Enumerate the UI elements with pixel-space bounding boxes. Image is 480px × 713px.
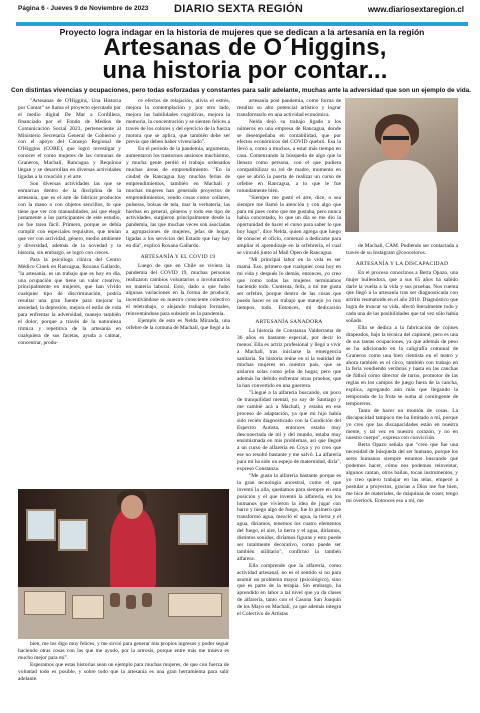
paragraph: Ejemplo de esto es Nelda Miranda, una orfebre de la comuna de Machalí, que llegó a la — [126, 318, 230, 331]
craft-box — [168, 593, 222, 617]
artisan-face — [121, 495, 143, 519]
paragraph: de Machalí, CAM. Pudiendo ser contactada a través de su Instagram @cooceloros. — [346, 243, 458, 256]
section-heading-discapacidad: ARTESANÍA Y LA DISCAPACIDAD — [355, 260, 449, 267]
paragraph: Tanto de hacer un montón de cosas. La discapacidad tampoco me ha limitado a mí, porque yo creo que las discapacidades están en nuestra mente, y tal vez en nuestro corazón, y no en nuestro cuerpo", expresa con convicción. — [346, 407, 458, 442]
headline-line-1: Artesanas de O´Higgins, — [103, 34, 387, 61]
paragraph: En el período de la pandemia, argumenta, aumentaron los trastornos ansiosos muchísimo, y mucha gente perdió el trabajo ordenados muchas áreas de emprendimiento. "En la ciudad de Rancagua hay muchas ferias de emprendimientos, también en Machalí y muchas mujeres han generado proyectos de emprendimientos, vendo cosas como collares, pulseras, bolsas de tela, mar la verbatería, las hierbas en general, géneros y todo ese tipo de actividades, surgieron principalmente desde la pandemia, las que muchas veces son asociadas a agrupaciones de mujeres, jefas de hogar, ligadas a los servicios del Estado que hay hoy en día", explicó Roxana Gallardo. — [126, 146, 230, 250]
paragraph: La historia de Constanza Valderrama de 36 años es bastante especial, por decir lo menos. Ella es actriz profesional y llegó a vivir a Machalí, tras iniciarse la emergencia sanitaria. Su historia reúne en sí la realidad de muchas mujeres en nuestro país, que se aislaron solas como jefas de hogar, pero que además ha debido enfrentar otras pruebas, que la han convertido en una guerrera. — [237, 327, 341, 390]
paragraph: "Siempre me gustó el arte, dice, o sea siempre me llamó la atención y con algo que para mí pues como que me gustaba, pero nunca había concretado, lo que un día se me dio la oportunidad de hacer el curso para saber lo que hoy hago", dice Nelda, quien agrega que luego de conocer el oficio, comenzó a dedicarse para ampliar el aprendizaje en la orfebrería, el cual se vinculó junto al Mall Open de Rancagua. — [237, 194, 341, 256]
mirror-craft — [26, 509, 56, 541]
paragraph: Ella se dedica a la fabricación de cojines drapeados, bajo la técnica del capitoné, pero es una de sus tantas ocupaciones, ya que además de peso se ha adicionado en la caligrafía comunal de Graneros como una bien cientista en el teatro y ahora también es el circo, también con trabajo en la feria vendiendo verduras y hasta en las canchas de fútbol como director de turno, promotor de las reglas en los campos de juego fuera de la cancha, explica, agregando aún más que llegando la temporada de la fruta se suma al contingente de temporeros. — [346, 324, 458, 407]
paragraph: "Artesanas de O'Higgins, Una Historia por Contar" se llama el proyecto ejecutado por el medio digital De Mar a Cordillera, financiado por el Fondo de Medios de Comunicación Social 2023, perteneciente al Ministerio Secretaría General de Gobierno y con el apoyo del Consejo Regional de O'Higgins (CORE), que logró investigar y conocer el como mujeres de las comunas de Graneros, Machalí, Rancagua y Requínoa llegan y se desarrollan en diversas actividades ligadas a la creación y el arte. — [18, 98, 121, 180]
paragraph: "Me gusta la alfarería bastante porque es la gran tecnología ancestral, como el que inventó la olla, quedamos para siempre en esta posición y el que inventó la alfarería, en los humanos que vivieron la idea de jugar con barro y luego algo de fuego, fue lo primero que transformó agua, mezcló el agua, la tierra y el agua, diríamos, tenemos los cuatro elementos del fuego, el aire, la tierra y el agua, diríamos, distintos sonidos, diríamos figuras y esto puede ser totalmente decorativo, como puede ser también utilitario", confirmó la tambén alfarera. — [237, 472, 341, 562]
column-1 — [18, 98, 121, 484]
craft-box — [24, 591, 66, 615]
column-2 — [126, 98, 230, 484]
headline-line-2: una historia por contar... — [102, 57, 388, 84]
paragraph: Esperamos que estas historias sean un ejemplo para muchas mujeres, de que con fuerza de voluntad todo es posible, y sobre todo que la artesanía es una gran herramienta para salir adelante. — [18, 661, 229, 682]
mirror-craft — [58, 519, 88, 551]
craft-box — [72, 595, 104, 619]
section-heading-sanadora: ARTESANÍA SANADORA — [255, 319, 323, 325]
paragraph: Nelda dejó su trabajo ligado a los números en una empresa de Rancagua, donde se desempeñaba en contabilidad, que por efectos económicos del COVID quebró. Esa la llevó a, como a muchos, a estar más tiempo en casa. Comenzando la búsqueda de algo que la llenara como persona, con el que pudiera compatibilizar su rol de madre, momento en que se abrió la puerta de realizar un curso de orfebre en Rancagua, a lo que le fue rotundamente bien. — [237, 118, 341, 194]
craft-jar — [110, 593, 120, 607]
paragraph: "Llegué a la alfarería buscando, un poco de tranquilidad mental, yo soy de Santiago y me cambié acá a Machalí, y estaba en ese proceso de adaptación, ya que mi hijo había sido recién diagnosticado con la Condición del Espectro Autista, entonces estaba muy desconectada de mí y del mundo, estaba muy ensimismada en mis problemas, así que llegué a un curso de alfarería en Coya y yo creo que ese no resultó bastante y me salvó. La alfarería para mí ha sido un espejo de maternidad, diría", expresó Constanza. — [237, 390, 341, 473]
paragraph: Ella comprende que la alfarería, como actividad artesanal, no es el sentido si no para asumir un problema mayor (psicológico), sino que es parte de la terapia. Sin embargo, ha aprendido en labor a tal nivel que ya da clases de alfarería, tanto con el Casona San Joaquín de los Mayo en Machalí, ya que además integra el Colectivo de Artistas — [237, 562, 341, 618]
craft-jar — [142, 593, 152, 607]
section-heading-covid: ARTESANÍA Y EL COVID 19 — [140, 253, 216, 260]
paragraph: En el proceso conocimos a Berta Opazo, una mujer bullendora, que a sus 65 años ha sabido darle la vuelta a la vida y sus pruebas. Nos cuenta que llegó a la artesanía tras ser diagnosticada con artritis reumatoide en el año 2010. Diagnóstico que logra de truncar su vida, afectó literalmente todo y cada una de las posibilidades que tal vez sólo había soñado. — [346, 269, 458, 325]
page-header — [6, 3, 474, 17]
portrait-glasses-shape — [383, 136, 409, 140]
article-headline — [30, 36, 460, 82]
header-rule — [16, 22, 468, 26]
portrait-face-shape — [381, 124, 411, 160]
website-link[interactable]: www.diariosextaregion.cl — [367, 5, 464, 14]
paragraph: artesanía post pandemia, como forma de resultar su alto potencial artístico y lograr transformarlo en una actividad económica. — [237, 98, 341, 118]
paragraph: ce efectos de relajación, alivia el estrés, mejora la contemplación y por otro lado, mejora las habilidades cognitivas, mejora la memoria, la concentración y se sienten felices a través de los colores y del ejercicio de la fuerza motora que se aplica, que también debe ser previa que deben haber vivenciado". — [126, 98, 230, 146]
artisan-figure — [110, 507, 156, 589]
paragraph: bien, me los digo muy felices, y me sirvió para generar mis propios ingresos y poder seguir haciendo otras cosas con las que me ayudo, por la artrosis, porque entre más me mueva es mucho mejor para mí". — [18, 641, 229, 661]
mirror-craft — [178, 513, 208, 545]
article-kicker: Proyecto logra indagar en la historia de mujeres que se dedican a la artesanía en la región — [59, 27, 425, 37]
column-4 — [346, 243, 458, 703]
portrait-photo — [345, 98, 458, 232]
artisan-photo — [18, 489, 229, 639]
craft-jar — [126, 595, 136, 609]
paragraph: Luego de que en Chile se viviera la pandemia del COVID 19, muchas personas realizaron cambios voluntarios o involuntarios en materia laboral. Esto, dado a que hubo algunas variaciones en la forma de producir, incentivándose en nuestro consciente colectivo el teletrabajo, o alejando trabajos formales, reinventándose para subsistir en la pandemia. — [126, 262, 230, 318]
portrait-body-shape — [359, 160, 437, 232]
article-deck: Con distintas vivencias y ocupaciones, pero todas esforzadas y constantes para salir adelante, muchas ante la adversidad que son un ejemplo de vida. — [11, 87, 471, 94]
bottom-text — [18, 641, 229, 699]
column-3-bottom — [237, 315, 341, 703]
paragraph: Berta Opazo señala que "creo que fue una necesidad de búsqueda del ser humano, porque los seres humanos siempre estamos buscando qué podemos hacer, cómo nos podemos reinventar, algunos cantan, otros bailan, tocan instrumentos, y yo creo quiero trabajar en las telas, empecé a postular a proyectos, gracias a Dios me fue bien, me hice de materiales, de máquinas de coser, tengo mi overlock. Entonces eso a mí, me — [346, 442, 458, 504]
column-3-top — [237, 98, 341, 310]
paragraph: Para la psicóloga clínica del Centro Médico Cinek en Rancagua, Roxana Gallardo, "la artesanía, es un trabajo que es hoy en día, una ocupación que tiene un valor creativo, principalmente en mujeres, que han vivido cualquier tipo de discriminación, podría resultar una gran fuente para mejorar la ansiedad, la depresión, mejora el estilo de vida para enfrentar la adversidad, manejo también el dolor, porque a través de la naturaleza rítmica y repetitiva de la artesanía en cualquiera de sus facetas, ayuda a calmar, concentrar, produ- — [18, 256, 121, 346]
paragraph: "Mi principal labor en la vida es ser mamá. Eso, primero que cualquier cosa hoy en mi vida y después lo demás, entonces, yo creo que como todas las mujeres terminamos haciendo todo. Contenta, feliz, a mí me gusta ser orfebre, porque dentro de las cosas que puedo hacer es un trabajo que manejo yo mis tiempos, todo. Entonces, mi dedicación — [237, 256, 341, 310]
paragraph: Son diversas actividades las que se enmarcan dentro de la disciplina de la artesanía, que es el arte de fabricar productos con la mano o con objetos sencillos, lo que tiene que ver con manualidades, así que elegir justamente a las participantes de este estudio, no fue tarea fácil. Primero, porque se debía cumplir con especiales requisitos, que tenían que ver con actividad, género, medio ambiente y diversidad, además de la novedad y la historia, sin embargo, se logró con creces. — [18, 180, 121, 256]
masthead: DIARIO SEXTA REGIÓN — [174, 3, 304, 15]
page-number-date: Página 6 - Jueves 9 de Noviembre de 2023 — [18, 5, 149, 12]
